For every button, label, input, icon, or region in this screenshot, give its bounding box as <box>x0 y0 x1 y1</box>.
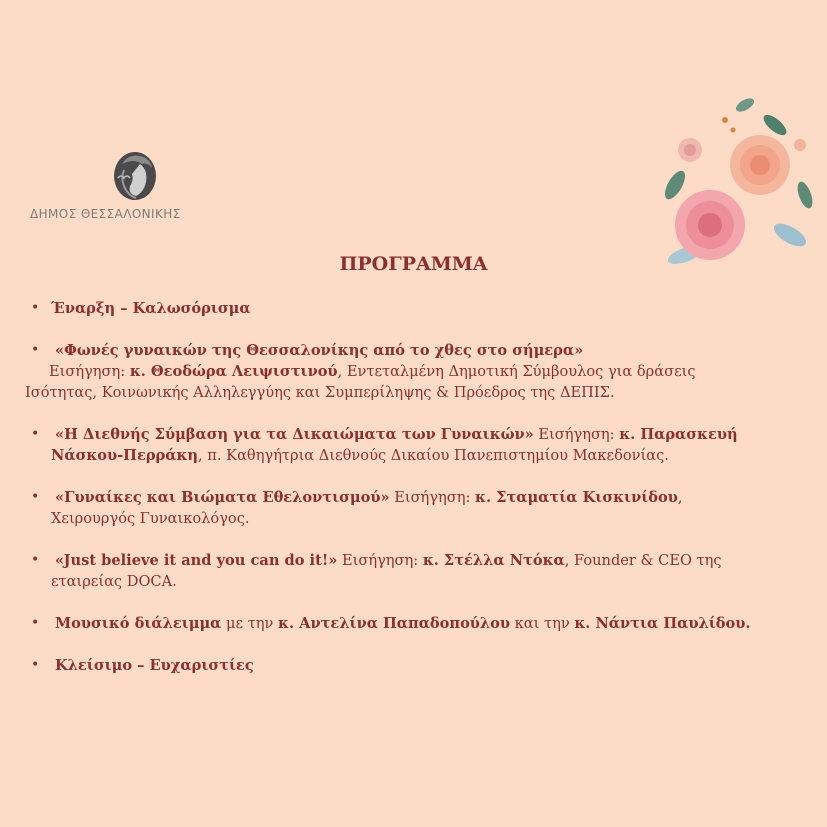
performer-name: κ. Αντελίνα Παπαδοπούλου <box>278 615 511 632</box>
list-item <box>25 424 765 466</box>
list-item-detail <box>25 361 765 403</box>
item-title: Έναρξη – Καλωσόρισμα <box>51 300 251 317</box>
speaker-name: κ. Στέλλα Ντόκα <box>422 552 565 569</box>
item-title: «Η Διεθνής Σύμβαση για τα Δικαιώματα των Γυναικών» <box>55 426 534 443</box>
item-connector: με την <box>221 615 279 632</box>
page-title: ΠΡΟΓΡΑΜΜΑ <box>339 253 488 275</box>
bullet-icon: • <box>31 489 40 505</box>
bullet-icon: • <box>31 657 40 673</box>
item-label: Εισήγηση: <box>337 552 423 569</box>
program-list <box>25 298 765 676</box>
speaker-desc-continued: Ισότητας, Κοινωνικής Αλληλεγγύης και Συμπερίληψης & Πρόεδρος της ΔΕΠΙΣ. <box>25 384 615 401</box>
list-item <box>25 340 765 361</box>
list-item <box>25 487 765 529</box>
bullet-icon: • <box>31 552 40 568</box>
speaker-name: κ. Θεοδώρα Λειψιστινού <box>129 363 338 380</box>
item-title: «Φωνές γυναικών της Θεσσαλονίκης από το χθες στο σήμερα» <box>55 342 584 359</box>
bullet-icon: • <box>31 300 40 316</box>
municipality-logo <box>30 150 210 225</box>
alexander-head-icon <box>110 150 160 202</box>
item-label: Εισήγηση: <box>389 489 476 506</box>
speaker-desc: , π. Καθηγήτρια Διεθνούς Δικαίου Πανεπιστημίου Μακεδονίας. <box>198 447 669 464</box>
item-title: Κλείσιμο – Ευχαριστίες <box>55 657 254 674</box>
item-title: «Just believe it and you can do it!» <box>55 552 338 569</box>
performer-name: κ. Νάντια Παυλίδου. <box>574 615 751 632</box>
flowers-icon <box>655 85 827 275</box>
bullet-icon: • <box>31 426 40 442</box>
speaker-desc: , Founder & CEO της εταιρείας DOCA. <box>51 552 722 590</box>
list-item <box>25 550 765 592</box>
list-item <box>25 655 765 676</box>
list-item <box>25 298 765 319</box>
item-label: Εισήγηση: <box>533 426 620 443</box>
item-connector: και την <box>510 615 575 632</box>
speaker-desc: , Χειρουργός Γυναικολόγος. <box>51 489 683 527</box>
bullet-icon: • <box>31 342 40 358</box>
org-name: ΔΗΜΟΣ ΘΕΣΣΑΛΟΝΙΚΗΣ <box>30 207 181 221</box>
speaker-name: κ. Παρασκευή Νάσκου-Περράκη <box>51 426 738 464</box>
speaker-desc: , Εντεταλμένη Δημοτική Σύμβουλος για δράσεις <box>337 363 696 380</box>
speaker-name: κ. Σταματία Κισκινίδου <box>475 489 678 506</box>
item-title: «Γυναίκες και Βιώματα Εθελοντισμού» <box>55 489 390 506</box>
item-title: Μουσικό διάλειμμα <box>55 615 222 632</box>
list-item <box>25 613 765 634</box>
bullet-icon: • <box>31 615 40 631</box>
item-label: Εισήγηση: <box>49 363 130 380</box>
